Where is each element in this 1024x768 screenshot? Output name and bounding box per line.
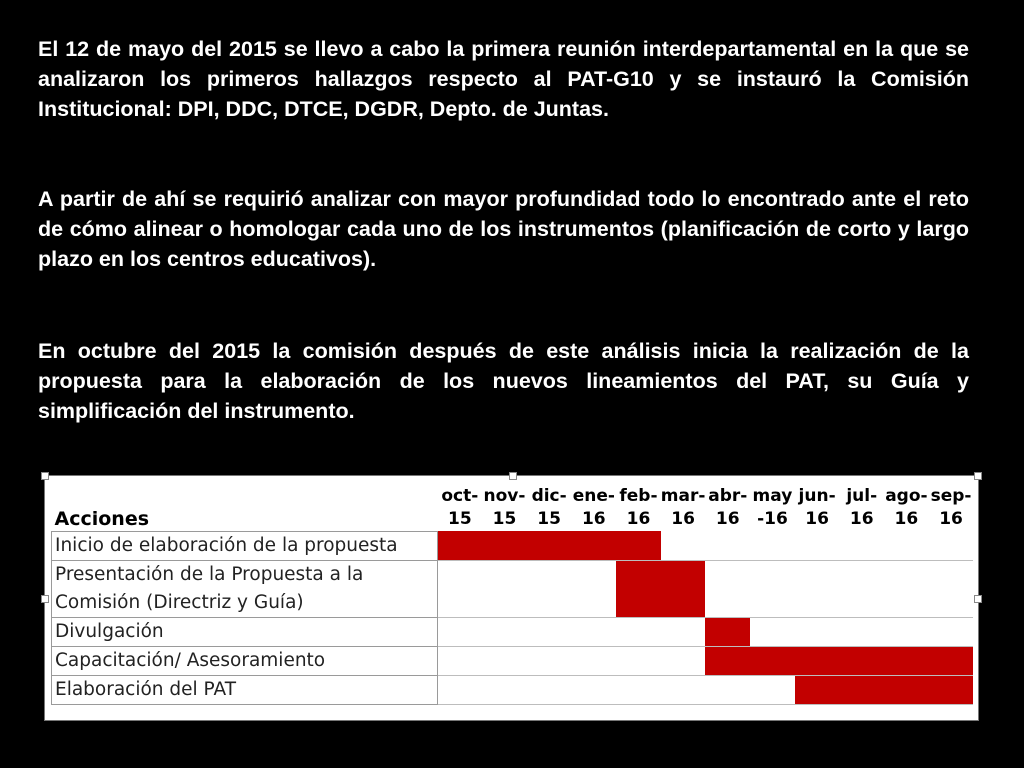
gantt-empty-cell [527,617,572,646]
month-header-line-1: jun- [798,486,836,506]
gantt-empty-cell [661,617,706,646]
gantt-empty-cell [929,617,974,646]
gantt-empty-cell [750,617,795,646]
gantt-empty-cell [884,617,929,646]
month-header-ene-16 [571,485,616,531]
gantt-bar-segment [884,675,929,704]
gantt-empty-cell [795,617,840,646]
gantt-bar-segment [929,646,974,675]
gantt-empty-cell [750,675,795,704]
gantt-bar-segment [929,675,974,704]
gantt-empty-cell [929,560,974,617]
gantt-empty-cell [482,646,527,675]
gantt-row [52,646,974,675]
gantt-empty-cell [438,675,483,704]
gantt-empty-cell [884,531,929,560]
paragraph-proposal: En octubre del 2015 la comisión después de este análisis inicia la realización de la propuesta para la elaboración de los nuevos lineamientos del PAT, su Guía y simplificación del instrumento. [38,339,969,423]
gantt-empty-cell [795,531,840,560]
resize-handle-top-center[interactable] [509,472,517,480]
gantt-row [52,675,974,704]
gantt-empty-cell [616,646,661,675]
gantt-body [52,531,974,704]
gantt-empty-cell [884,560,929,617]
month-header-line-1: may [752,486,793,506]
gantt-empty-cell [571,675,616,704]
month-header-nov-15 [482,485,527,531]
month-header-dic-15 [527,485,572,531]
gantt-bar-segment [482,531,527,560]
paragraph-analysis: A partir de ahí se requirió analizar con mayor profundidad todo lo encontrado ante el reto de cómo alinear o homologar cada uno de los instrumentos (planificación de corto y largo plazo en los centros educativos). [38,187,969,271]
gantt-empty-cell [795,560,840,617]
paragraph-meeting: El 12 de mayo del 2015 se llevo a cabo la primera reunión interdepartamental en la que se analizaron los primeros hallazgos respecto al PAT-G10 y se instauró la Comisión Institucional: DPI, DDC, DTCE, DGDR, Depto. de Juntas. [38,37,969,121]
month-header-line-2: 16 [939,509,963,529]
gantt-empty-cell [616,675,661,704]
gantt-empty-cell [705,675,750,704]
action-label: Presentación de la Propuesta a la Comisión (Directriz y Guía) [52,560,438,617]
month-header-jun-16 [795,485,840,531]
gantt-empty-cell [750,560,795,617]
gantt-empty-cell [482,617,527,646]
month-header-line-1: jul- [846,486,878,506]
gantt-chart-image[interactable] [44,475,979,721]
resize-handle-top-right[interactable] [974,472,982,480]
month-header-oct-15 [438,485,483,531]
gantt-row [52,560,974,617]
resize-handle-middle-left[interactable] [41,595,49,603]
gantt-empty-cell [571,646,616,675]
gantt-empty-cell [661,646,706,675]
month-header-line-1: ago- [885,486,928,506]
month-header-line-2: 16 [715,509,740,529]
gantt-bar-segment [661,560,706,617]
gantt-empty-cell [661,531,706,560]
action-label: Elaboración del PAT [52,675,438,704]
month-header-line-1: mar- [660,486,706,506]
gantt-bar-segment [527,531,572,560]
gantt-empty-cell [527,560,572,617]
gantt-empty-cell [839,531,884,560]
gantt-empty-cell [750,531,795,560]
gantt-empty-cell [571,617,616,646]
month-header-line-1: feb- [619,486,658,506]
gantt-row [52,617,974,646]
gantt-bar-segment [705,617,750,646]
month-header-sep-16 [929,485,974,531]
gantt-empty-cell [929,531,974,560]
gantt-bar-segment [839,646,884,675]
month-header-abr-16 [705,485,750,531]
gantt-row [52,531,974,560]
gantt-bar-segment [884,646,929,675]
gantt-bar-segment [705,646,750,675]
month-header-line-1: nov- [483,486,526,506]
month-header-jul-16 [839,485,884,531]
gantt-header-row [52,485,974,531]
gantt-empty-cell [527,675,572,704]
gantt-bar-segment [795,675,840,704]
month-header-line-2: -16 [757,509,788,529]
month-header-feb-16 [616,485,661,531]
gantt-empty-cell [527,646,572,675]
month-header-line-2: 15 [492,509,517,529]
gantt-bar-segment [839,675,884,704]
gantt-bar-segment [571,531,616,560]
gantt-empty-cell [438,617,483,646]
gantt-empty-cell [482,675,527,704]
month-header-line-2: 16 [894,509,919,529]
month-header-line-2: 15 [537,509,561,529]
action-label: Inicio de elaboración de la propuesta [52,531,438,560]
month-header-line-1: oct- [441,486,479,506]
gantt-empty-cell [438,560,483,617]
month-header-line-1: ene- [572,486,615,506]
gantt-bar-segment [616,531,661,560]
month-header-line-2: 15 [447,509,472,529]
month-header-line-1: dic- [531,486,567,506]
month-header-line-1: sep- [930,486,972,506]
action-label: Divulgación [52,617,438,646]
gantt-empty-cell [482,560,527,617]
gantt-bar-segment [438,531,483,560]
resize-handle-middle-right[interactable] [974,595,982,603]
gantt-table [51,485,973,705]
gantt-empty-cell [661,675,706,704]
month-header-line-2: 16 [626,509,651,529]
gantt-empty-cell [705,560,750,617]
gantt-empty-cell [839,560,884,617]
month-header-may-16 [750,485,795,531]
gantt-bar-segment [750,646,795,675]
gantt-empty-cell [705,531,750,560]
month-header-line-1: abr- [708,486,748,506]
month-header-line-2: 16 [849,509,874,529]
month-header-line-2: 16 [671,509,695,529]
gantt-empty-cell [616,617,661,646]
gantt-bar-segment [795,646,840,675]
month-header-ago-16 [884,485,929,531]
actions-header: Acciones [54,507,150,530]
resize-handle-top-left[interactable] [41,472,49,480]
action-label: Capacitación/ Asesoramiento [52,646,438,675]
month-header-line-2: 16 [581,509,606,529]
gantt-empty-cell [839,617,884,646]
month-header-line-2: 16 [805,509,829,529]
gantt-bar-segment [616,560,661,617]
gantt-empty-cell [571,560,616,617]
month-header-mar-16 [661,485,706,531]
gantt-empty-cell [438,646,483,675]
